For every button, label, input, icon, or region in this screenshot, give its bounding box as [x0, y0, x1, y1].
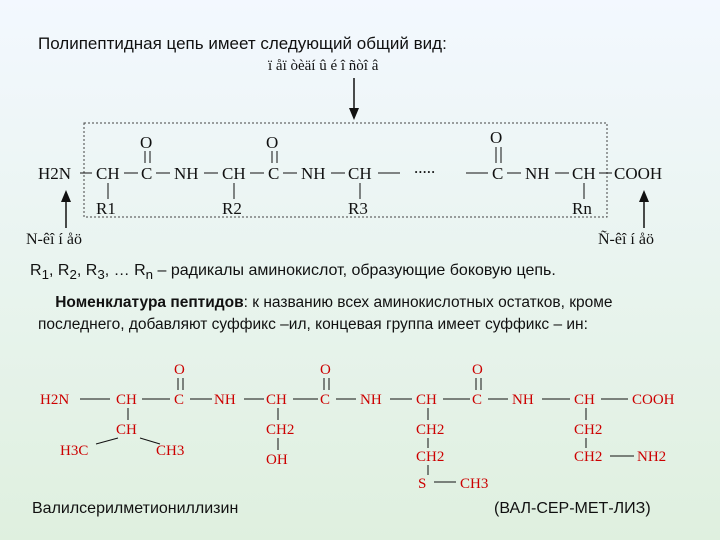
- spec-ch-val: CH: [116, 392, 137, 408]
- o-1: O: [140, 133, 153, 152]
- spec-ch-lys: CH: [574, 392, 595, 408]
- spec-c-ser: C: [320, 392, 331, 408]
- val-ch3: CH3: [156, 443, 185, 459]
- legend-r1: R: [30, 262, 42, 279]
- met-ch2-a: CH2: [416, 422, 445, 438]
- spec-ch-ser: CH: [266, 392, 287, 408]
- legend-r3: R: [85, 262, 98, 279]
- caption-arrowhead: [349, 108, 359, 120]
- nomenclature-heading: Номенклатура пептидов: [55, 294, 244, 311]
- val-h3c: H3C: [60, 443, 89, 459]
- spec-o-val: O: [174, 362, 185, 378]
- legend-sep-1: ,: [48, 262, 58, 279]
- nh-2: NH: [301, 164, 326, 183]
- met-ch2-b: CH2: [416, 449, 445, 465]
- ch-3: CH: [348, 164, 372, 183]
- nh-1: NH: [174, 164, 199, 183]
- formula-caption: ï åï òèäí û é î ñòî â: [268, 58, 379, 74]
- peptide-abbreviation: (ВАЛ-СЕР-МЕТ-ЛИЗ): [494, 500, 651, 517]
- legend-sep-2: ,: [76, 262, 86, 279]
- spec-o-met: O: [472, 362, 483, 378]
- c-2: C: [268, 164, 280, 183]
- o-2: O: [266, 133, 279, 152]
- rn-group: Rn: [572, 199, 592, 218]
- legend-rn-sub: n: [145, 267, 154, 283]
- spec-c-met: C: [472, 392, 483, 408]
- slide-title: Полипептидная цепь имеет следующий общий вид:: [38, 34, 447, 53]
- nomenclature-text: : к названию всех аминокислотных остатков, кроме последнего, добавляют суффикс –ил, концевая группа имеет суффикс – ин:: [38, 294, 613, 333]
- met-s: S: [418, 476, 427, 492]
- ser-ch2: CH2: [266, 422, 295, 438]
- legend-r2: R: [57, 262, 70, 279]
- spec-h2n: H2N: [40, 392, 70, 408]
- c-term-arrowhead: [639, 190, 649, 202]
- legend-r2-sub: 2: [69, 267, 77, 283]
- n-term-label: N-êî í åö: [26, 231, 82, 248]
- legend-r1-sub: 1: [41, 267, 49, 283]
- spec-o-ser: O: [320, 362, 331, 378]
- lys-ch2-b: CH2: [574, 449, 603, 465]
- peptide-name: Валилсерилметиониллизин: [32, 500, 239, 517]
- c-1: C: [141, 164, 153, 183]
- cooh-group: COOH: [614, 164, 663, 183]
- radical-legend: [30, 262, 556, 282]
- r3-group: R3: [348, 199, 368, 218]
- ch-2: CH: [222, 164, 246, 183]
- val-ch: CH: [116, 422, 137, 438]
- r2-group: R2: [222, 199, 242, 218]
- spec-nh-3: NH: [512, 392, 534, 408]
- r1-group: R1: [96, 199, 116, 218]
- legend-rn: R: [134, 262, 146, 279]
- chain-ellipsis: .....: [414, 158, 436, 177]
- o-last: O: [490, 128, 503, 147]
- n-term-arrowhead: [61, 190, 71, 202]
- ch-1: CH: [96, 164, 120, 183]
- spec-ch-met: CH: [416, 392, 437, 408]
- ser-oh: OH: [266, 452, 288, 468]
- spec-cooh: COOH: [632, 392, 675, 408]
- lys-ch2-a: CH2: [574, 422, 603, 438]
- spec-c-val: C: [174, 392, 185, 408]
- lys-nh2: NH2: [637, 449, 667, 465]
- ch-last: CH: [572, 164, 596, 183]
- spec-nh-2: NH: [360, 392, 382, 408]
- legend-text: – радикалы аминокислот, образующие боковую цепь.: [153, 262, 556, 279]
- met-ch3: CH3: [460, 476, 489, 492]
- c-term-label: Ñ-êî í åö: [598, 231, 654, 248]
- legend-sep-3: , …: [104, 262, 135, 279]
- h2n-group: H2N: [38, 164, 72, 183]
- c-last: C: [492, 164, 504, 183]
- nomenclature-paragraph: [38, 292, 698, 336]
- spec-nh-1: NH: [214, 392, 236, 408]
- legend-r3-sub: 3: [97, 267, 105, 283]
- nh-last: NH: [525, 164, 550, 183]
